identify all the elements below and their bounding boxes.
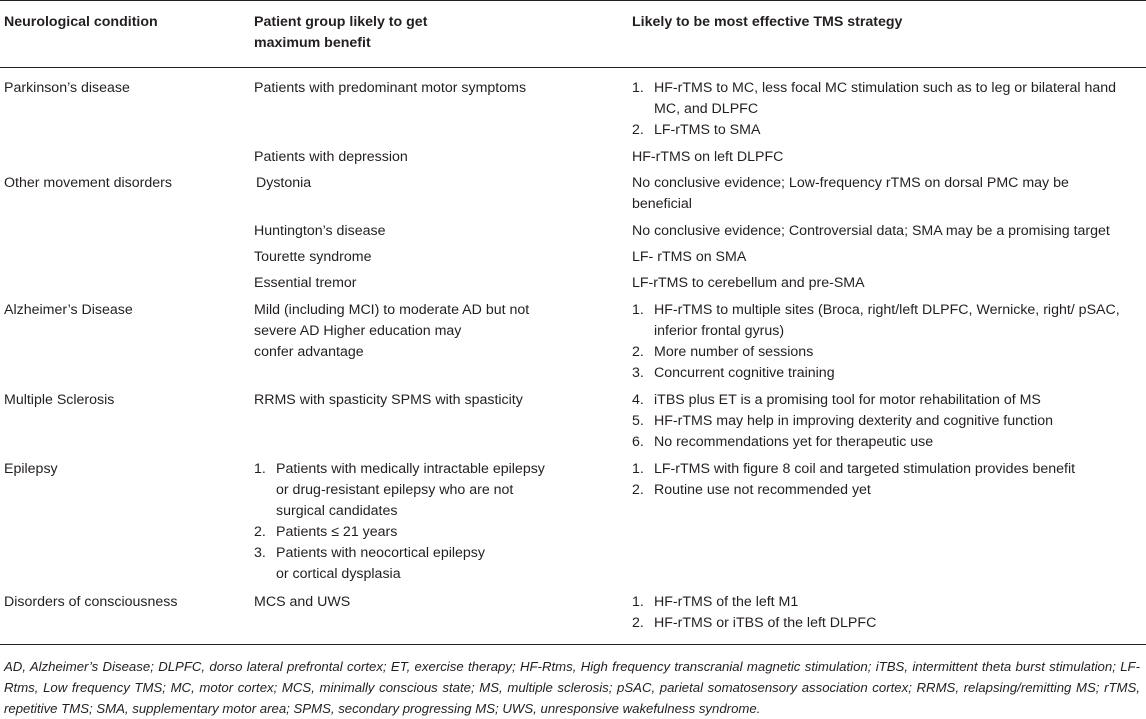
condition-parkinsons: Parkinson’s disease <box>4 80 130 96</box>
top-rule <box>0 0 1146 1</box>
group-essential-tremor: Essential tremor <box>254 275 357 291</box>
list-number: 1. <box>632 302 644 318</box>
list-text: inferior frontal gyrus) <box>654 323 785 339</box>
list-text: HF-rTMS of the left M1 <box>654 594 799 610</box>
list-text: HF-rTMS may help in improving dexterity and cognitive function <box>654 413 1053 429</box>
list-item <box>632 78 1116 120</box>
list-item <box>632 120 1116 141</box>
list-number: 6. <box>632 434 644 450</box>
list-number: 2. <box>632 482 644 498</box>
group-epilepsy <box>254 459 545 585</box>
group-tourette: Tourette syndrome <box>254 249 372 265</box>
condition-alzheimers: Alzheimer’s Disease <box>4 302 133 318</box>
list-text: or drug-resistant epilepsy who are not <box>276 482 514 498</box>
strategy-multiple-sclerosis <box>632 390 1053 453</box>
strategy-parkinsons-depression: HF-rTMS on left DLPFC <box>632 149 784 165</box>
strategy-dystonia-line: beneficial <box>632 196 692 212</box>
group-multiple-sclerosis: RRMS with spasticity SPMS with spasticity <box>254 392 523 408</box>
group-alzheimers-line: Mild (including MCI) to moderate AD but not <box>254 302 530 318</box>
list-text: LF-rTMS to SMA <box>654 122 761 138</box>
list-number: 2. <box>632 122 644 138</box>
list-text: Patients with neocortical epilepsy <box>276 545 485 561</box>
strategy-tourette: LF- rTMS on SMA <box>632 249 747 265</box>
group-huntington: Huntington’s disease <box>254 223 386 239</box>
list-text: No recommendations yet for therapeutic use <box>654 434 934 450</box>
list-text: iTBS plus ET is a promising tool for motor rehabilitation of MS <box>654 392 1041 408</box>
strategy-epilepsy <box>632 459 1075 501</box>
group-dystonia: Dystonia <box>256 175 312 191</box>
header-tms-strategy: Likely to be most effective TMS strategy <box>632 14 903 30</box>
header-patient-group <box>254 12 427 54</box>
list-text: surgical candidates <box>276 503 398 519</box>
list-number: 1. <box>254 461 266 477</box>
strategy-dystonia <box>632 173 1069 215</box>
list-text: HF-rTMS or iTBS of the left DLPFC <box>654 615 877 631</box>
list-item <box>632 411 1053 432</box>
list-item <box>632 459 1075 480</box>
list-item <box>254 459 545 522</box>
list-item <box>632 613 876 634</box>
group-alzheimers-line: severe AD Higher education may <box>254 323 462 339</box>
group-parkinsons-motor: Patients with predominant motor symptoms <box>254 80 527 96</box>
list-number: 3. <box>254 545 266 561</box>
list-text: Concurrent cognitive training <box>654 365 835 381</box>
condition-consciousness: Disorders of consciousness <box>4 594 178 610</box>
strategy-consciousness <box>632 592 876 634</box>
list-item <box>632 342 1120 363</box>
list-item <box>632 363 1120 384</box>
list-text: HF-rTMS to MC, less focal MC stimulation such as to leg or bilateral hand <box>654 80 1117 96</box>
header-patient-group-line: maximum benefit <box>254 35 371 51</box>
list-item <box>632 432 1053 453</box>
list-number: 2. <box>632 615 644 631</box>
list-number: 1. <box>632 80 644 96</box>
condition-multiple-sclerosis: Multiple Sclerosis <box>4 392 115 408</box>
list-text: Patients with medically intractable epilepsy <box>276 461 545 477</box>
list-item <box>632 480 1075 501</box>
header-patient-group-line: Patient group likely to get <box>254 14 428 30</box>
strategy-huntington: No conclusive evidence; Controversial data; SMA may be a promising target <box>632 223 1110 239</box>
list-item <box>632 300 1120 342</box>
header-rule <box>0 67 1146 68</box>
list-text: MC, and DLPFC <box>654 101 759 117</box>
list-item <box>632 390 1053 411</box>
strategy-parkinsons-motor <box>632 78 1116 141</box>
list-number: 3. <box>632 365 644 381</box>
list-text: Patients ≤ 21 years <box>276 524 398 540</box>
list-item <box>632 592 876 613</box>
list-text: More number of sessions <box>654 344 814 360</box>
condition-epilepsy: Epilepsy <box>4 461 58 477</box>
table-footnote: AD, Alzheimer’s Disease; DLPFC, dorso lateral prefrontal cortex; ET, exercise therapy; HF-Rtms, High frequency transcranial magnetic stimulation; iTBS, intermittent theta burst stimulation; LF-Rtms, Low frequency TMS; MC, motor cortex; MCS, minimally conscious state; MS, multiple sclerosis; pSAC, parietal somatosensory association cortex; RRMS, relapsing/remitting MS; rTMS, repetitive TMS; SMA, supplementary motor area; SPMS, secondary progressing MS; UWS, unresponsive wakefulness syndrome. <box>4 659 1140 716</box>
group-alzheimers-line: confer advantage <box>254 344 364 360</box>
list-item <box>254 522 545 543</box>
list-number: 2. <box>254 524 266 540</box>
list-number: 1. <box>632 461 644 477</box>
list-number: 1. <box>632 594 644 610</box>
list-text: HF-rTMS to multiple sites (Broca, right/left DLPFC, Wernicke, right/ pSAC, <box>654 302 1120 318</box>
strategy-essential-tremor: LF-rTMS to cerebellum and pre-SMA <box>632 275 865 291</box>
header-condition: Neurological condition <box>4 14 158 30</box>
list-number: 5. <box>632 413 644 429</box>
strategy-dystonia-line: No conclusive evidence; Low-frequency rTMS on dorsal PMC may be <box>632 175 1069 191</box>
group-alzheimers <box>254 300 529 363</box>
list-number: 4. <box>632 392 644 408</box>
list-text: or cortical dysplasia <box>276 566 401 582</box>
group-parkinsons-depression: Patients with depression <box>254 149 408 165</box>
list-text: LF-rTMS with figure 8 coil and targeted stimulation provides benefit <box>654 461 1076 477</box>
list-item <box>254 543 545 585</box>
group-consciousness: MCS and UWS <box>254 594 351 610</box>
strategy-alzheimers <box>632 300 1120 384</box>
bottom-rule <box>0 644 1146 645</box>
list-text: Routine use not recommended yet <box>654 482 871 498</box>
condition-movement-disorders: Other movement disorders <box>4 175 172 191</box>
list-number: 2. <box>632 344 644 360</box>
